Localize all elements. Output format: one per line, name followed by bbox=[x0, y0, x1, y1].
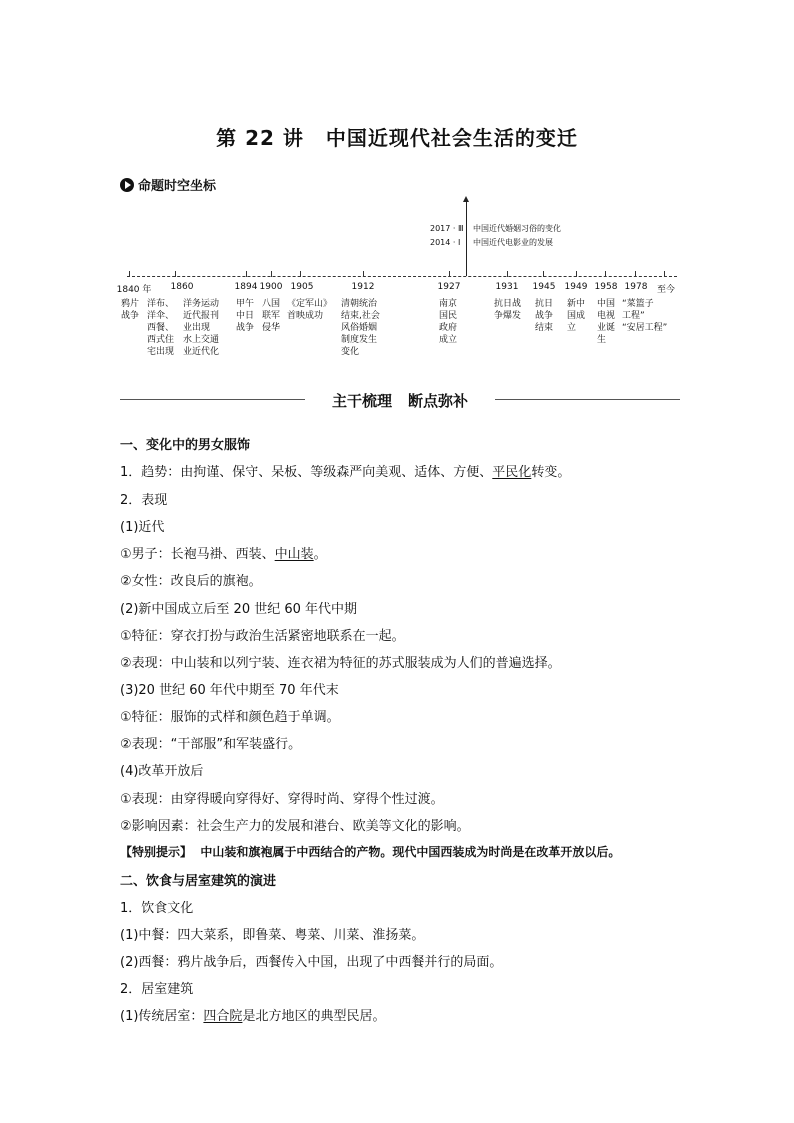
timeline-year: 1931 bbox=[495, 282, 519, 292]
paragraph: ①表现：由穿得暖向穿得好、穿得时尚、穿得个性过渡。 bbox=[120, 792, 444, 807]
trend-text: 由拘谨、保守、呆板、等级森严向美观、适体、方便、 bbox=[180, 465, 493, 480]
paragraph: ①特征：穿衣打扮与政治生活紧密地联系在一起。 bbox=[120, 629, 405, 644]
paragraph: 2．居室建筑 bbox=[120, 982, 194, 997]
timeline-tick bbox=[449, 271, 450, 277]
timeline-tick bbox=[576, 271, 577, 277]
exam-ref-label-2: 2014 · Ⅰ bbox=[430, 238, 461, 247]
tip-label: 【特别提示】 bbox=[120, 845, 193, 859]
paragraph bbox=[120, 1005, 385, 1024]
timeline-tick bbox=[175, 271, 176, 277]
men-key: 中山装 bbox=[274, 547, 314, 562]
event-text: 南京 国民 政府 成立 bbox=[439, 299, 458, 345]
paragraph: ②表现：中山装和以列宁装、连衣裙为特征的苏式服装成为人们的普遍选择。 bbox=[120, 656, 561, 671]
paragraph: 2．表现 bbox=[120, 493, 168, 508]
trend-key: 平民化 bbox=[492, 465, 532, 480]
divider-heading bbox=[120, 390, 680, 411]
timeline-tick bbox=[300, 271, 301, 277]
event-text: 鸦片 战争 bbox=[121, 299, 140, 321]
trend-paragraph bbox=[120, 461, 570, 480]
paragraph: ①特征：服饰的式样和颜色趋于单调。 bbox=[120, 710, 340, 725]
event-text: 甲午 中日 战争 bbox=[236, 299, 255, 333]
event-text: 清朝统治 结束,社会 风俗婚姻 制度发生 变化 bbox=[341, 299, 380, 357]
paragraph bbox=[120, 543, 327, 562]
men-end: 。 bbox=[313, 547, 327, 562]
timeline-arrow bbox=[466, 200, 467, 276]
event-text: 抗日 战争 结束 bbox=[535, 299, 554, 333]
men-text: ①男子：长袍马褂、西装、 bbox=[120, 547, 275, 562]
paragraph: (4)改革开放后 bbox=[120, 764, 204, 779]
timeline-event bbox=[622, 298, 678, 334]
timeline-tick bbox=[271, 271, 272, 277]
timeline-event bbox=[287, 298, 337, 322]
section-header bbox=[120, 175, 216, 194]
special-tip bbox=[120, 843, 620, 860]
timeline-tick bbox=[605, 271, 606, 277]
section-header-label: 命题时空坐标 bbox=[138, 179, 217, 194]
paragraph: (1)中餐：四大菜系，即鲁菜、粤菜、川菜、淮扬菜。 bbox=[120, 928, 425, 943]
timeline-tick bbox=[507, 271, 508, 277]
paragraph: ②表现：“干部服”和军装盛行。 bbox=[120, 737, 302, 752]
event-text: “菜篮子 工程” “安居工程” bbox=[622, 299, 668, 333]
heading-clothing: 一、变化中的男女服饰 bbox=[120, 438, 251, 453]
housing-key: 四合院 bbox=[203, 1009, 243, 1024]
timeline-tick bbox=[129, 271, 130, 277]
timeline-year: 至今 bbox=[656, 285, 676, 295]
event-text: 《定军山》 首映成功 bbox=[287, 299, 333, 321]
timeline-event bbox=[236, 298, 258, 334]
timeline-year: 1912 bbox=[351, 282, 375, 292]
exam-ref-text-2: 中国近代电影业的发展 bbox=[473, 238, 553, 247]
tip-text: 中山装和旗袍属于中西结合的产物。现代中国西装成为时尚是在改革开放以后。 bbox=[200, 845, 621, 859]
timeline-year: 1894 bbox=[234, 282, 258, 292]
divider-left-text: 主干梳理 bbox=[331, 392, 392, 410]
timeline-event bbox=[567, 298, 589, 334]
divider-line-right bbox=[495, 399, 680, 400]
housing-text: (1)传统居室： bbox=[120, 1009, 204, 1024]
exam-ref-label-1: 2017 · Ⅲ bbox=[430, 224, 464, 233]
event-text: 洋务运动 近代报刊 业出现 水上交通 业近代化 bbox=[183, 299, 220, 357]
paragraph: (1)近代 bbox=[120, 520, 165, 535]
trend-label: 1．趋势： bbox=[120, 465, 181, 480]
trend-end: 转变。 bbox=[531, 465, 571, 480]
timeline-tick bbox=[543, 271, 544, 277]
housing-end: 是北方地区的典型民居。 bbox=[242, 1009, 386, 1024]
page-title bbox=[0, 122, 794, 151]
paragraph: 1．饮食文化 bbox=[120, 901, 194, 916]
event-text: 新中 国成 立 bbox=[567, 299, 586, 333]
timeline-year: 1860 bbox=[170, 282, 194, 292]
timeline-tick bbox=[664, 271, 665, 277]
heading-food-housing: 二、饮食与居室建筑的演进 bbox=[120, 874, 277, 889]
timeline-year: 1900 bbox=[259, 282, 283, 292]
paragraph: (2)西餐：鸦片战争后，西餐传入中国，出现了中西餐并行的局面。 bbox=[120, 955, 503, 970]
event-text: 中国 电视 业诞 生 bbox=[597, 299, 616, 345]
divider-right-text: 断点弥补 bbox=[408, 392, 469, 410]
lesson-number: 第 22 讲 bbox=[216, 126, 304, 150]
timeline-event bbox=[535, 298, 557, 334]
exam-ref-text-1: 中国近代婚姻习俗的变化 bbox=[473, 224, 561, 233]
timeline-year: 1840 年 bbox=[116, 285, 152, 295]
timeline-event bbox=[183, 298, 231, 358]
timeline-event bbox=[121, 298, 147, 322]
timeline-event bbox=[147, 298, 183, 358]
timeline-year: 1949 bbox=[564, 282, 588, 292]
paragraph: (2)新中国成立后至 20 世纪 60 年代中期 bbox=[120, 602, 358, 617]
timeline-year: 1905 bbox=[290, 282, 314, 292]
paragraph: ②女性：改良后的旗袍。 bbox=[120, 574, 262, 589]
paragraph: ②影响因素：社会生产力的发展和港台、欧美等文化的影响。 bbox=[120, 819, 470, 834]
event-text: 洋布、 洋伞、 西餐、 西式住 宅出现 bbox=[147, 299, 175, 357]
section-divider bbox=[120, 390, 680, 410]
play-circle-icon bbox=[120, 178, 134, 192]
event-text: 八国 联军 侵华 bbox=[262, 299, 281, 333]
paragraph: (3)20 世纪 60 年代中期至 70 年代末 bbox=[120, 683, 339, 698]
timeline-event bbox=[262, 298, 284, 334]
lesson-topic: 中国近现代社会生活的变迁 bbox=[325, 126, 578, 150]
timeline-year: 1978 bbox=[624, 282, 648, 292]
timeline-year: 1958 bbox=[594, 282, 618, 292]
timeline-axis bbox=[127, 276, 677, 277]
timeline-year: 1945 bbox=[532, 282, 556, 292]
timeline-event bbox=[597, 298, 619, 346]
timeline-event bbox=[494, 298, 528, 322]
event-text: 抗日战 争爆发 bbox=[494, 299, 522, 321]
timeline-tick bbox=[363, 271, 364, 277]
timeline-tick bbox=[635, 271, 636, 277]
timeline-tick bbox=[246, 271, 247, 277]
timeline-year: 1927 bbox=[437, 282, 461, 292]
timeline-event bbox=[341, 298, 389, 358]
timeline-event bbox=[439, 298, 461, 346]
